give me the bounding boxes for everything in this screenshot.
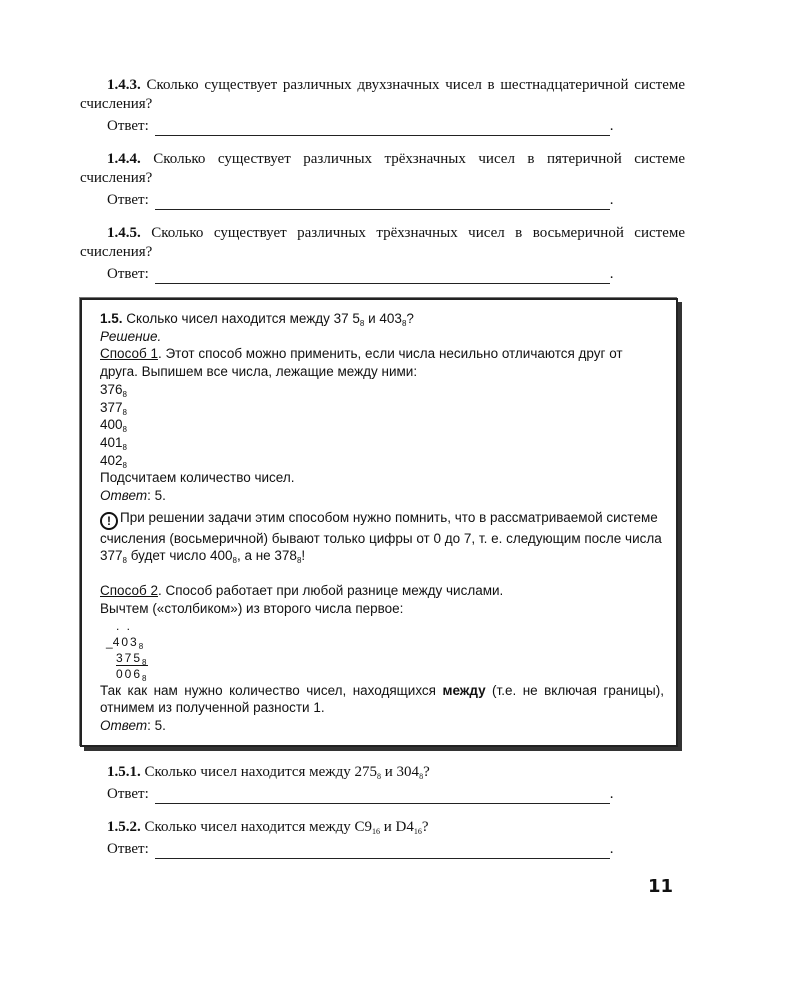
question-text: ? xyxy=(423,763,430,780)
base-sub: 8 xyxy=(377,771,382,781)
question-1-4-3 xyxy=(80,76,685,136)
number-item xyxy=(100,381,664,399)
example-number: 1.5. xyxy=(100,311,123,326)
answer-line[interactable] xyxy=(155,790,610,804)
base-sub: 8 xyxy=(122,556,127,566)
note-text: При решении задачи этим способом нужно помнить, что в рассматриваемой системе счисления (восьмеричной) бывают только цифры от 0 до 7, т. е. следующим после числа 377 xyxy=(100,509,662,564)
answer-label: Ответ: xyxy=(107,266,149,282)
question-1-5-1 xyxy=(80,763,685,804)
answer-1 xyxy=(100,487,664,505)
final-text-part: Так как нам нужно количество чисел, находящихся xyxy=(100,682,443,698)
method1-text: . Этот способ можно применить, если числа несильно отличаются друг от друга. Выпишем все числа, лежащие между ними: xyxy=(100,346,623,380)
base-sub: 8 xyxy=(359,319,365,328)
number: 006 xyxy=(116,666,143,681)
answer-field[interactable]: Ответ: . xyxy=(107,266,614,282)
note-text: ! xyxy=(301,548,306,564)
number: 402 xyxy=(100,452,123,468)
number: 400 xyxy=(100,417,123,433)
minus-sign: _ xyxy=(106,634,113,649)
method2-text: Вычтем («столбиком») из второго числа первое: xyxy=(100,600,404,616)
method1 xyxy=(100,345,664,380)
page-content xyxy=(80,76,688,873)
answer-line[interactable] xyxy=(155,270,610,284)
example-title xyxy=(100,310,664,328)
subtrahend xyxy=(116,650,664,666)
base-sub: 8 xyxy=(122,442,127,452)
answer-field[interactable]: Ответ: . xyxy=(107,118,614,134)
question-number: 1.5.1. xyxy=(107,763,141,780)
answer-line[interactable] xyxy=(155,196,610,210)
question-text: Сколько существует различных трёхзначных чисел в пятеричной системе счисления? xyxy=(80,151,685,186)
method2-label: Способ 2 xyxy=(100,583,158,599)
number-list xyxy=(100,381,664,470)
question-1-4-5 xyxy=(80,224,685,284)
base-sub: 8 xyxy=(122,389,127,399)
note-text: будет число 400 xyxy=(126,548,233,564)
column-subtraction xyxy=(106,618,664,682)
answer-field[interactable]: Ответ: . xyxy=(107,840,614,857)
borrow-dots: . . xyxy=(116,618,133,633)
number: 376 xyxy=(100,381,123,397)
note-text: , а не 378 xyxy=(236,548,297,564)
base-sub: 8 xyxy=(296,556,302,566)
base-sub: 16 xyxy=(413,826,422,836)
base-sub: 8 xyxy=(122,460,127,470)
warning-note xyxy=(100,509,664,565)
answer-field[interactable]: Ответ: . xyxy=(107,192,614,208)
answer-line[interactable] xyxy=(155,845,610,859)
bold-word: между xyxy=(442,682,486,698)
base-sub: 8 xyxy=(419,771,424,781)
example-box xyxy=(80,298,678,747)
difference xyxy=(116,666,664,682)
final-text-part: (т.е. не включая границы), отнимем из полученной разности 1. xyxy=(100,682,664,716)
question-1-4-4 xyxy=(80,150,685,210)
question-text: Сколько чисел находится между 275 xyxy=(144,763,378,780)
base-sub: 8 xyxy=(122,407,127,417)
number: 403 xyxy=(112,634,139,649)
title-text: ? xyxy=(406,311,414,326)
answer-line[interactable] xyxy=(155,122,610,136)
final-text xyxy=(100,682,664,717)
method1-label: Способ 1 xyxy=(100,346,158,362)
number-item xyxy=(100,452,664,470)
number: 401 xyxy=(100,434,123,450)
base-sub: 8 xyxy=(142,673,149,683)
answer-label: Ответ: xyxy=(107,192,149,208)
answer-word: Ответ xyxy=(100,488,148,504)
base-sub: 8 xyxy=(142,657,149,667)
base-sub: 8 xyxy=(122,425,127,435)
number-item xyxy=(100,416,664,434)
question-text: Сколько существует различных трёхзначных чисел в восьмеричной системе счисления? xyxy=(80,225,686,260)
count-text: Подсчитаем количество чисел. xyxy=(100,470,295,486)
question-1-5-2 xyxy=(80,818,685,859)
answer-label: Ответ: xyxy=(107,118,149,134)
page-number: 11 xyxy=(648,876,674,897)
title-text: Сколько чисел находится между 37 5 xyxy=(126,311,360,326)
answer-field[interactable]: Ответ: . xyxy=(107,785,614,802)
question-text: и 304 xyxy=(381,763,420,780)
number: 377 xyxy=(100,399,123,415)
base-sub: 16 xyxy=(372,826,381,836)
solution-heading: Решение. xyxy=(100,328,162,344)
exclamation-icon: ! xyxy=(100,512,118,530)
minuend xyxy=(106,634,664,650)
number: 375 xyxy=(116,650,143,665)
answer-value: : 5. xyxy=(147,488,166,504)
question-number: 1.5.2. xyxy=(107,818,141,835)
answer-word: Ответ xyxy=(100,717,148,733)
base-sub: 8 xyxy=(138,641,146,651)
question-number: 1.4.5. xyxy=(107,225,141,241)
question-text: ? xyxy=(421,818,429,835)
question-text: Сколько чисел находится между C9 xyxy=(144,818,373,835)
question-number: 1.4.3. xyxy=(107,77,141,93)
number-item xyxy=(100,434,664,452)
answer-label: Ответ: xyxy=(107,840,149,857)
base-sub: 8 xyxy=(232,556,237,566)
method2-text: . Способ работает при любой разнице между числами. xyxy=(157,583,504,599)
method2 xyxy=(100,582,664,600)
answer-label: Ответ: xyxy=(107,785,149,802)
question-number: 1.4.4. xyxy=(107,151,141,167)
number-item xyxy=(100,399,664,417)
base-sub: 8 xyxy=(401,319,407,328)
answer-value: : 5. xyxy=(147,717,166,733)
question-text: Сколько существует различных двухзначных чисел в шестнадцатеричной системе счисления? xyxy=(80,77,685,112)
question-text: и D4 xyxy=(380,818,414,835)
answer-2 xyxy=(100,717,664,735)
title-text: и 403 xyxy=(364,311,402,326)
